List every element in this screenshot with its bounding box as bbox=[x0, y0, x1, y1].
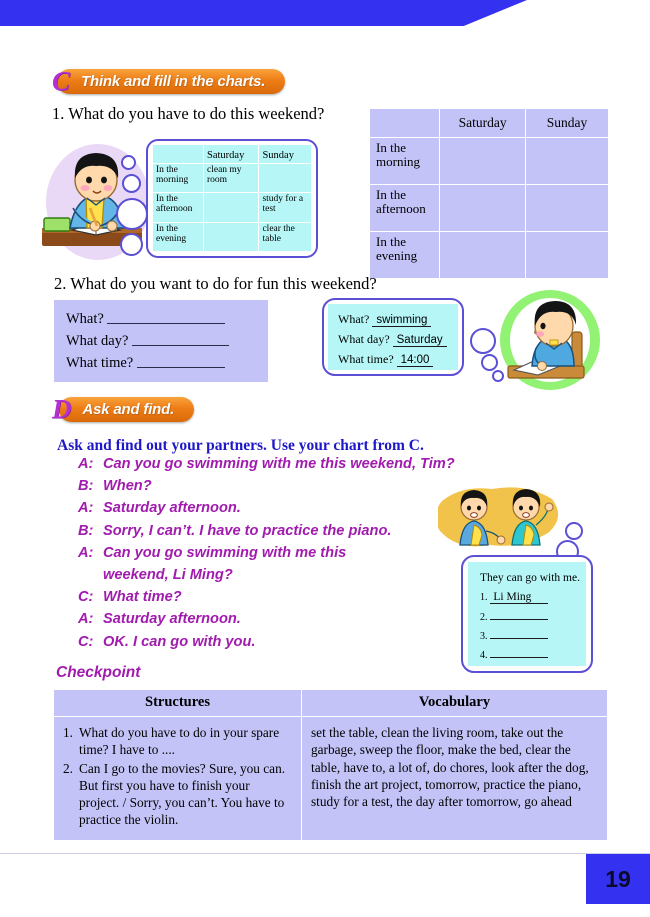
table-row bbox=[54, 717, 608, 841]
list-item bbox=[480, 611, 574, 623]
example-form-row-what bbox=[338, 312, 448, 327]
section-d-header bbox=[52, 393, 194, 424]
list-item bbox=[63, 724, 292, 759]
question-2-text: 2. What do you want to do for fun this weekend? bbox=[54, 274, 377, 293]
thought-dot-large bbox=[116, 198, 148, 230]
section-c-header bbox=[52, 65, 285, 96]
student-chart-row-label-morning: In the morning bbox=[370, 138, 440, 185]
section-d-title-pill bbox=[59, 397, 195, 422]
dialogue-text: OK. I can go with you. bbox=[103, 633, 256, 650]
student-chart-col-sunday: Sunday bbox=[526, 109, 609, 138]
section-d-instruction: Ask and find out your partners. Use your chart from C. bbox=[57, 437, 424, 454]
list-item bbox=[480, 630, 574, 642]
example-chart-col-saturday: Saturday bbox=[204, 145, 259, 163]
dialogue-text: Saturday afternoon. bbox=[103, 500, 241, 517]
section-c-title: Think and fill in the charts. bbox=[81, 72, 266, 90]
table-row bbox=[153, 193, 312, 222]
table-row bbox=[153, 163, 312, 192]
example-chart-row-label-morning: In the morning bbox=[153, 163, 204, 192]
dialogue-text: When? bbox=[103, 478, 152, 495]
thought-dot-small bbox=[121, 155, 136, 170]
speech-dot-small bbox=[565, 522, 583, 540]
partners-item-number: 4. bbox=[480, 650, 488, 661]
example-answer-inner bbox=[328, 304, 458, 370]
dialogue-line bbox=[78, 497, 478, 519]
example-chart-cell-morning-saturday: clean my room bbox=[204, 163, 259, 192]
table-row bbox=[153, 222, 312, 251]
example-form-label-whatday: What day? bbox=[338, 332, 390, 346]
blank-form-label-whattime: What time? bbox=[66, 355, 134, 371]
partners-item-number: 1. bbox=[480, 592, 488, 603]
table-row bbox=[370, 185, 609, 232]
dialogue-speaker: C: bbox=[78, 633, 94, 650]
dialogue-speaker: A: bbox=[78, 500, 94, 517]
example-chart-cell-afternoon-sunday: study for a test bbox=[259, 193, 312, 222]
example-chart-cell-evening-sunday: clear the table bbox=[259, 222, 312, 251]
dialogue-text: Saturday afternoon. bbox=[103, 611, 241, 628]
dialogue-line bbox=[78, 453, 478, 475]
example-form-value-whatday: Saturday bbox=[393, 334, 447, 347]
dialogue-text: What time? bbox=[103, 589, 182, 606]
table-row bbox=[54, 690, 608, 717]
dialogue-list bbox=[78, 453, 478, 653]
dialogue-speaker: C: bbox=[78, 589, 94, 606]
footer-divider bbox=[0, 853, 650, 854]
table-row bbox=[153, 145, 312, 163]
student-chart-table[interactable] bbox=[369, 108, 609, 279]
top-decorative-banner bbox=[0, 0, 527, 26]
example-chart-row-label-evening: In the evening bbox=[153, 222, 204, 251]
example-form-label-whattime: What time? bbox=[338, 352, 394, 366]
illustration-boy-writing-green bbox=[496, 286, 602, 392]
student-chart-row-label-afternoon: In the afternoon bbox=[370, 185, 440, 232]
checkpoint-header-structures: Structures bbox=[54, 690, 302, 717]
student-answer-box[interactable] bbox=[54, 300, 268, 382]
dialogue-line bbox=[78, 475, 478, 497]
partners-item-number: 3. bbox=[480, 631, 488, 642]
checkpoint-table bbox=[53, 689, 608, 841]
example-form-row-whattime bbox=[338, 352, 448, 367]
student-chart-corner bbox=[370, 109, 440, 138]
student-chart-cell-evening-saturday[interactable] bbox=[440, 232, 526, 279]
example-chart-cell-evening-saturday bbox=[204, 222, 259, 251]
dialogue-line bbox=[78, 586, 478, 608]
dialogue-line bbox=[78, 631, 478, 653]
dialogue-speaker: A: bbox=[78, 544, 94, 561]
example-form-value-whattime: 14:00 bbox=[397, 354, 434, 367]
section-d-letter: D bbox=[52, 393, 72, 424]
dialogue-line bbox=[78, 520, 478, 542]
checkpoint-structures-list bbox=[63, 724, 292, 829]
dialogue-text: Can you go swimming with me this bbox=[103, 544, 347, 561]
example-chart-corner bbox=[153, 145, 204, 163]
table-row bbox=[370, 109, 609, 138]
dialogue-text: Sorry, I can’t. I have to practice the piano. bbox=[103, 522, 392, 539]
partners-list-bubble[interactable] bbox=[461, 555, 593, 673]
blank-form-row-what bbox=[66, 310, 268, 328]
structure-number: 2. bbox=[63, 760, 73, 776]
page-number: 19 bbox=[586, 854, 650, 904]
section-c-title-pill bbox=[57, 69, 285, 94]
table-row bbox=[370, 138, 609, 185]
blank-form-label-what: What? bbox=[66, 311, 104, 327]
partners-item-value[interactable] bbox=[490, 619, 548, 620]
structure-number: 1. bbox=[63, 725, 73, 740]
student-chart-cell-afternoon-saturday[interactable] bbox=[440, 185, 526, 232]
illustration-two-children-talking bbox=[438, 483, 566, 559]
list-item bbox=[480, 649, 574, 661]
section-d-title: Ask and find. bbox=[82, 400, 175, 418]
thought-dot-medium bbox=[122, 174, 141, 193]
checkpoint-structures-cell bbox=[54, 717, 302, 841]
dialogue-text-continuation: weekend, Li Ming? bbox=[103, 567, 233, 584]
checkpoint-header-vocabulary: Vocabulary bbox=[302, 690, 608, 717]
partners-item-value[interactable]: Li Ming bbox=[490, 591, 548, 604]
blank-form-input-whattime[interactable] bbox=[137, 354, 225, 368]
table-row bbox=[370, 232, 609, 279]
structure-text: Can I go to the movies? Sure, you can. But first you have to finish your project. / Sorry, you can’t. You have to practice the violin. bbox=[79, 760, 286, 828]
dialogue-speaker: B: bbox=[78, 478, 94, 495]
partners-item-number: 2. bbox=[480, 612, 488, 623]
list-item bbox=[480, 591, 574, 604]
student-chart-row-label-evening: In the evening bbox=[370, 232, 440, 279]
example-chart-col-sunday: Sunday bbox=[259, 145, 312, 163]
dialogue-speaker: A: bbox=[78, 611, 94, 628]
example-form-value-what: swimming bbox=[372, 314, 431, 327]
student-chart-col-saturday: Saturday bbox=[440, 109, 526, 138]
blank-form-input-what[interactable] bbox=[107, 310, 225, 324]
example-answer-bubble bbox=[322, 298, 464, 376]
checkpoint-vocabulary-cell: set the table, clean the living room, take out the garbage, sweep the floor, make the bed, clear the table, have to, a lot of, do chores, look after the dog, finish the art project, tomorrow, practice the piano, study for a test, the day after tomorrow, go ahead bbox=[302, 717, 608, 841]
partners-list-title: They can go with me. bbox=[480, 572, 580, 584]
blank-form-row-whatday bbox=[66, 332, 268, 350]
checkpoint-title: Checkpoint bbox=[56, 664, 141, 681]
dialogue-line bbox=[78, 542, 478, 564]
partners-item-value[interactable] bbox=[490, 638, 548, 639]
structure-text: What do you have to do in your spare time? I have to .... bbox=[79, 725, 280, 758]
thought-dot-large2 bbox=[120, 233, 143, 256]
example-form-row-whatday bbox=[338, 332, 448, 347]
example-chart-cell-afternoon-saturday bbox=[204, 193, 259, 222]
question-1-text: 1. What do you have to do this weekend? bbox=[52, 104, 325, 123]
student-chart-cell-morning-sunday[interactable] bbox=[526, 138, 609, 185]
section-c-letter: C bbox=[52, 65, 71, 96]
list-item bbox=[63, 760, 292, 829]
blank-form-label-whatday: What day? bbox=[66, 333, 129, 349]
partners-item-value[interactable] bbox=[490, 657, 548, 658]
partners-list-inner bbox=[468, 562, 586, 666]
dialogue-line bbox=[78, 608, 478, 630]
example-chart-bubble bbox=[146, 139, 318, 258]
dialogue-speaker: A: bbox=[78, 456, 94, 472]
dialogue-text: Can you go swimming with me this weekend, Tim? bbox=[103, 456, 455, 472]
example-form-label-what: What? bbox=[338, 312, 370, 326]
thought-dot-right-large bbox=[470, 328, 496, 354]
blank-form-row-whattime bbox=[66, 354, 268, 372]
example-chart-row-label-afternoon: In the afternoon bbox=[153, 193, 204, 222]
student-chart-cell-afternoon-sunday[interactable] bbox=[526, 185, 609, 232]
dialogue-speaker: B: bbox=[78, 522, 94, 539]
student-chart-cell-morning-saturday[interactable] bbox=[440, 138, 526, 185]
example-chart-table bbox=[152, 145, 312, 252]
example-chart-cell-morning-sunday bbox=[259, 163, 312, 192]
blank-form-input-whatday[interactable] bbox=[132, 332, 229, 346]
student-chart-cell-evening-sunday[interactable] bbox=[526, 232, 609, 279]
dialogue-line-continuation bbox=[78, 564, 478, 586]
